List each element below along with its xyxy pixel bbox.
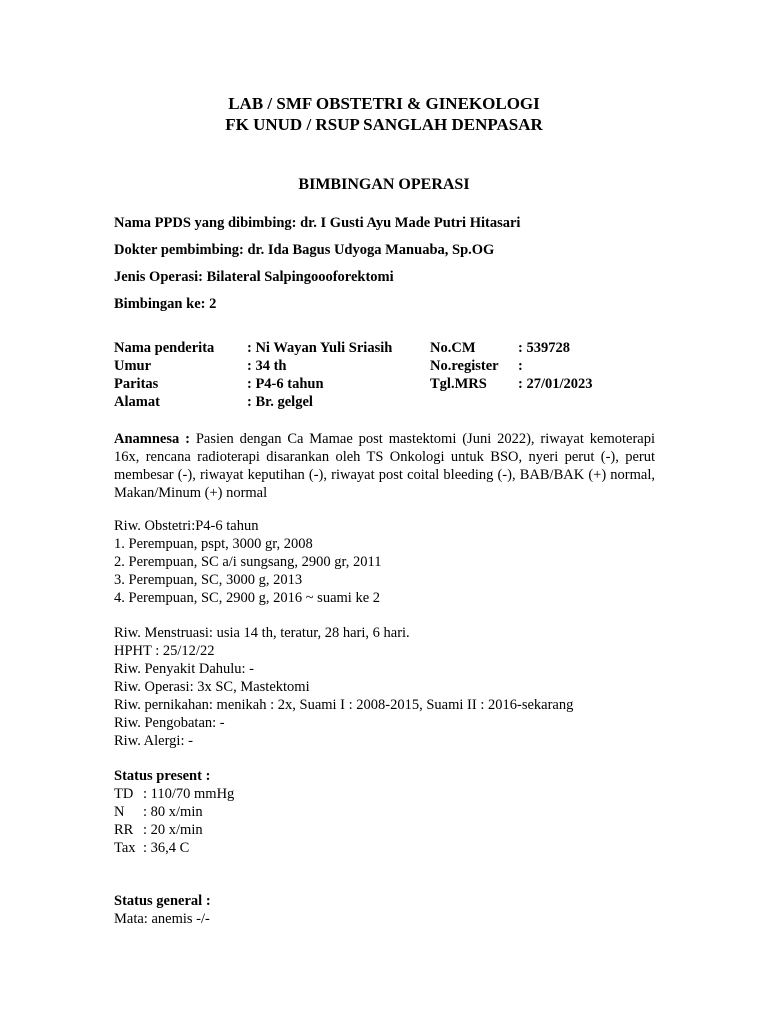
obstetri-item: 4. Perempuan, SC, 2900 g, 2016 ~ suami ke 2	[114, 590, 381, 606]
obstetri-heading: Riw. Obstetri:P4-6 tahun	[114, 518, 259, 534]
history-pengobatan: Riw. Pengobatan: -	[114, 715, 225, 731]
anamnesa-label: Anamnesa :	[114, 431, 190, 447]
anamnesa-text: Pasien dengan Ca Mamae post mastektomi (Juni 2022), riwayat kemoterapi 16x, rencana radioterapi disarankan oleh TS Onkologi untuk BSO, nyeri perut (-), perut membesar (-), riwayat keputihan (-), riwayat post coital bleeding (-), BAB/BAK (+) normal, Makan/Minum (+) normal	[114, 431, 655, 501]
anamnesa-paragraph	[114, 430, 655, 502]
bimbingan-ke-line: Bimbingan ke: 2	[114, 296, 217, 312]
history-alergi: Riw. Alergi: -	[114, 733, 193, 749]
no-register-value: :	[518, 358, 523, 374]
status-present-heading: Status present :	[114, 768, 211, 784]
patient-age-label: Umur	[114, 358, 152, 374]
status-general-heading: Status general :	[114, 893, 211, 909]
document-title: BIMBINGAN OPERASI	[298, 176, 470, 193]
history-pernikahan: Riw. pernikahan: menikah : 2x, Suami I : 2008-2015, Suami II : 2016-sekarang	[114, 697, 574, 713]
patient-parity-label: Paritas	[114, 376, 159, 392]
header-line-2: FK UNUD / RSUP SANGLAH DENPASAR	[225, 115, 543, 134]
patient-age-value: : 34 th	[247, 358, 287, 374]
vital-tax-value: : 36,4 C	[143, 840, 190, 856]
vital-rr-value: : 20 x/min	[143, 822, 203, 838]
no-cm-value: : 539728	[518, 340, 570, 356]
obstetri-item: 2. Perempuan, SC a/i sungsang, 2900 gr, 2011	[114, 554, 382, 570]
vital-td-value: : 110/70 mmHg	[143, 786, 235, 802]
obstetri-item: 3. Perempuan, SC, 3000 g, 2013	[114, 572, 303, 588]
history-operasi: Riw. Operasi: 3x SC, Mastektomi	[114, 679, 310, 695]
pembimbing-line: Dokter pembimbing: dr. Ida Bagus Udyoga Manuaba, Sp.OG	[114, 242, 495, 258]
vital-n-value: : 80 x/min	[143, 804, 203, 820]
vital-tax-label: Tax	[114, 840, 136, 856]
header-line-1: LAB / SMF OBSTETRI & GINEKOLOGI	[228, 94, 540, 113]
status-general-item: Mata: anemis -/-	[114, 911, 210, 927]
history-penyakit-dahulu: Riw. Penyakit Dahulu: -	[114, 661, 255, 677]
patient-name-label: Nama penderita	[114, 340, 215, 356]
jenis-operasi-line: Jenis Operasi: Bilateral Salpingoooforektomi	[114, 269, 394, 285]
no-register-label: No.register	[430, 358, 499, 374]
vital-n-label: N	[114, 804, 125, 820]
patient-address-value: : Br. gelgel	[247, 394, 313, 410]
patient-parity-value: : P4-6 tahun	[247, 376, 324, 392]
obstetri-item: 1. Perempuan, pspt, 3000 gr, 2008	[114, 536, 313, 552]
tgl-mrs-value: : 27/01/2023	[518, 376, 593, 392]
vital-rr-label: RR	[114, 822, 134, 838]
patient-address-label: Alamat	[114, 394, 160, 410]
ppds-line: Nama PPDS yang dibimbing: dr. I Gusti Ayu Made Putri Hitasari	[114, 215, 521, 231]
no-cm-label: No.CM	[430, 340, 476, 356]
patient-name-value: : Ni Wayan Yuli Sriasih	[247, 340, 393, 356]
history-hpht: HPHT : 25/12/22	[114, 643, 215, 659]
vital-td-label: TD	[114, 786, 134, 802]
history-menstruasi: Riw. Menstruasi: usia 14 th, teratur, 28 hari, 6 hari.	[114, 625, 410, 641]
tgl-mrs-label: Tgl.MRS	[430, 376, 487, 392]
